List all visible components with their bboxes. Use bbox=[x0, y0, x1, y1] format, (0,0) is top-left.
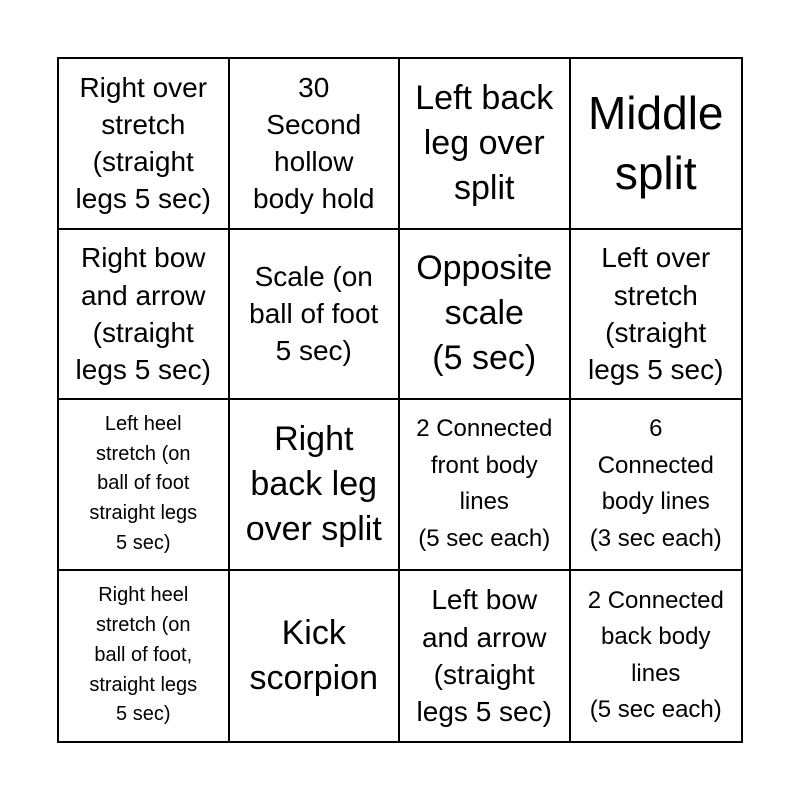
bingo-cell[interactable] bbox=[400, 400, 571, 571]
cell-label: Opposite scale (5 sec) bbox=[416, 249, 553, 378]
cell-label: 6 Connected body lines (3 sec each) bbox=[589, 415, 722, 552]
bingo-cell[interactable] bbox=[400, 571, 571, 742]
bingo-card bbox=[57, 57, 743, 743]
bingo-cell[interactable] bbox=[400, 230, 571, 401]
bingo-cell[interactable] bbox=[571, 571, 742, 742]
cell-label: Right back leg over split bbox=[245, 419, 382, 548]
cell-label: Right heel stretch (on ball of foot, straight legs 5 sec) bbox=[89, 584, 198, 726]
bingo-cell[interactable] bbox=[59, 59, 230, 230]
cell-label: 30 Second hollow body hold bbox=[253, 71, 375, 215]
bingo-cell[interactable] bbox=[59, 400, 230, 571]
bingo-cell[interactable] bbox=[230, 59, 401, 230]
bingo-cell[interactable] bbox=[400, 59, 571, 230]
cell-label: Left back leg over split bbox=[415, 78, 554, 207]
cell-label: Right bow and arrow (straight legs 5 sec) bbox=[75, 242, 211, 385]
cell-label: Kick scorpion bbox=[249, 613, 378, 697]
cell-label: Left heel stretch (on ball of foot straight legs 5 sec) bbox=[89, 412, 198, 554]
cell-label: Left bow and arrow (straight legs 5 sec) bbox=[416, 584, 552, 727]
bingo-cell[interactable] bbox=[571, 230, 742, 401]
cell-label: Middle split bbox=[587, 86, 724, 200]
bingo-cell[interactable] bbox=[59, 571, 230, 742]
cell-label: Left over stretch (straight legs 5 sec) bbox=[588, 242, 724, 385]
bingo-cell[interactable] bbox=[59, 230, 230, 401]
cell-label: Right over stretch (straight legs 5 sec) bbox=[75, 71, 211, 215]
cell-label: 2 Connected back body lines (5 sec each) bbox=[587, 586, 724, 724]
bingo-cell[interactable] bbox=[230, 571, 401, 742]
bingo-cell[interactable] bbox=[571, 400, 742, 571]
cell-label: Scale (on ball of foot 5 sec) bbox=[249, 260, 379, 367]
cell-label: 2 Connected front body lines (5 sec each) bbox=[416, 415, 553, 552]
bingo-cell[interactable] bbox=[230, 230, 401, 401]
bingo-cell[interactable] bbox=[571, 59, 742, 230]
bingo-cell[interactable] bbox=[230, 400, 401, 571]
